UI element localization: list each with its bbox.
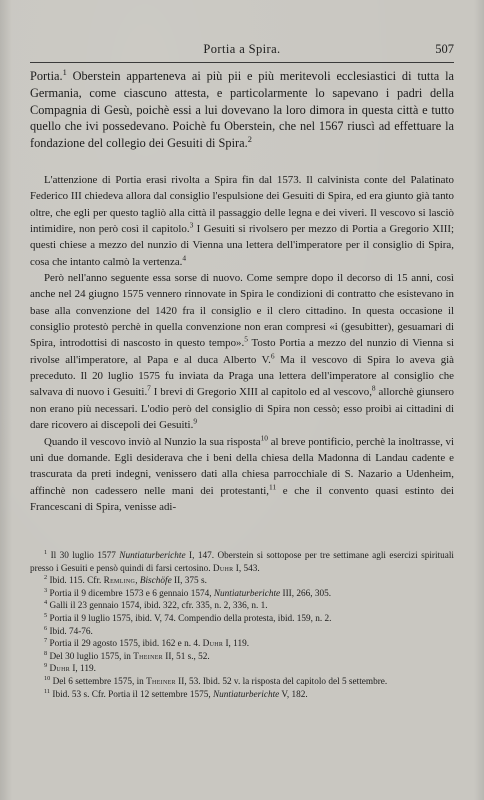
- paragraph-3-text-b: al breve pontificio, perchè la inoltrasse, vi unì due domande. Egli desiderava che i beni della chiesa della Madonna di Landau cadente e trascurata da preti indegni, venissero dati alla chiesa parrocchiale di S. Nazario a Udenheim, affinchè non cadessero nelle mani dei protestanti,: [30, 435, 454, 497]
- footnotes: [30, 550, 454, 701]
- page-number: 507: [435, 42, 454, 56]
- footnote-text: Remling: [103, 576, 136, 587]
- footnote-ref-1: 1: [62, 67, 67, 77]
- footnote-4: [30, 600, 454, 613]
- footnote-ref-7: 7: [147, 383, 151, 393]
- paragraph-1-text-b: I Gesuiti si rivolsero per mezzo di Portia a Gregorio XIII; questi chiese a mezzo del nunzio di Vienna una lettera dell'imperatore per il consiglio di Spira, cosa che intanto calmò la vertenza.: [30, 223, 454, 268]
- footnote-ref-3: 3: [189, 220, 194, 230]
- running-header: [30, 42, 454, 58]
- footnote-1: [30, 550, 454, 575]
- footnote-ref-9: 9: [193, 416, 198, 426]
- paragraph-2: [30, 270, 454, 433]
- footnote-text: II, 53. Ibid. 52 v. la risposta del capitolo del 5 settembre.: [175, 676, 388, 687]
- footnote-text: Nuntiaturberichte: [213, 588, 281, 599]
- footnote-ref-4: 4: [182, 253, 187, 263]
- footnote-ref-11: 11: [269, 481, 277, 491]
- footnote-text: Galli il 23 gennaio 1574, ibid. 322, cfr. 335, n. 2, 336, n. 1.: [47, 601, 268, 612]
- footnote-number: 7: [44, 637, 48, 645]
- footnote-text: II, 51 s., 52.: [162, 651, 210, 662]
- footnote-text: ,: [135, 576, 140, 587]
- footnote-number: 5: [44, 611, 48, 619]
- footnote-text: I, 119.: [70, 664, 96, 675]
- paragraph-2-text-e: allorchè giunsero non erano più necessari. L'odio però del consiglio di Spira non cessò; esso proibì ai cittadini di dare ricovero ai discepoli dei Gesuiti.: [30, 386, 455, 432]
- body-text: [30, 172, 454, 515]
- paragraph-1: [30, 172, 454, 270]
- footnote-text: Portia il 9 luglio 1575, ibid. V, 74. Compendio della protesta, ibid. 159, n. 2.: [47, 613, 332, 624]
- footnote-text: Ibid. 74-76.: [47, 626, 93, 637]
- footnote-text: Del 6 settembre 1575, in: [50, 676, 147, 687]
- footnote-text: I, 147. Oberstein si sottopose per tre settimane agli esercizi spirituali presso i Gesuiti e pensò quindi di farsi certosino.: [30, 551, 454, 574]
- footnote-number: 9: [44, 662, 48, 670]
- footnote-ref-5: 5: [244, 334, 248, 344]
- lead-text-2: Oberstein apparteneva ai più pii e più meritevoli ecclesiastici di tutta la Germania, come ciascuno attesta, e particolarmente lo sapevano i padri della Compagnia di Gesù, poichè essi a lui dovevano la loro dimora in questa città e tutto quello che ivi possedevano. Poichè fu Oberstein, che nel 1567 riuscì ad effettuare la fondazione del collegio dei Gesuiti di Spira.: [30, 69, 454, 151]
- paragraph-2-text-d: I brevi di Gregorio XIII al capitolo ed al vescovo,: [150, 386, 372, 399]
- footnote-11: [30, 689, 454, 702]
- footnote-text: I, 543.: [233, 563, 260, 574]
- footnote-text: Portia il 9 dicembre 1573 e 6 gennaio 1574,: [47, 588, 214, 599]
- footnote-9: [30, 663, 454, 676]
- footnote-5: [30, 613, 454, 626]
- footnote-number: 11: [44, 687, 51, 695]
- footnote-text: Bischöfe: [139, 576, 172, 587]
- running-title: Portia a Spira.: [203, 42, 281, 56]
- footnote-text: Ibid. 53 s. Cfr. Portia il 12 settembre 1575,: [50, 689, 213, 700]
- footnote-6: [30, 626, 454, 639]
- footnote-number: 1: [44, 548, 48, 556]
- footnote-ref-8: 8: [371, 383, 376, 393]
- footnote-number: 2: [44, 574, 48, 582]
- footnote-3: [30, 588, 454, 601]
- footnote-number: 6: [44, 624, 48, 632]
- footnote-text: Theiner: [133, 651, 163, 662]
- footnote-text: Duhr: [202, 639, 224, 650]
- footnote-text: Il 30 luglio 1577: [47, 551, 120, 561]
- footnote-text: Portia il 29 agosto 1575, ibid. 162 e n. 4.: [47, 639, 203, 650]
- footnote-text: III, 266, 305.: [280, 588, 332, 599]
- footnote-10: [30, 676, 454, 689]
- footnote-2: [30, 575, 454, 588]
- footnote-text: Ibid. 115. Cfr.: [47, 576, 104, 587]
- footnote-number: 4: [44, 599, 48, 607]
- footnote-ref-10: 10: [260, 432, 268, 442]
- paragraph-2-text-a: Però nell'anno seguente essa sorse di nuovo. Come sempre dopo il decorso di 15 anni, così anche nel 24 giugno 1575 vennero rinnovate in Spira le condizioni di contratto che esistevano in base alla convenzione del 1420 fra il consiglio e il clero cittadino. In questa occasione il consiglio protestò perchè in quella convenzione non eran compresi «i (gesubitter), gesuamari di Spira, introdottisi di nascosto in questo tempo».: [30, 272, 454, 350]
- footnote-number: 3: [44, 586, 48, 594]
- paragraph-3-text-a: Quando il vescovo inviò al Nunzio la sua risposta: [44, 435, 261, 448]
- paragraph-3-text-c: e che il convento quasi estinto dei Francescani di Spira, venisse adi-: [30, 484, 454, 513]
- footnote-text: Del 30 luglio 1575, in: [47, 651, 134, 662]
- paragraph-2-text-b: Tosto Portia a mezzo del nunzio di Vienna si rivolse all'imperatore, al Papa e al duca Alberto V.: [30, 337, 454, 366]
- footnote-text: V, 182.: [279, 689, 308, 700]
- header-rule: [30, 62, 454, 63]
- footnote-text: Duhr: [49, 664, 71, 675]
- lead-text-1: Portia.: [30, 69, 63, 83]
- footnote-text: I, 119.: [223, 639, 250, 650]
- footnote-ref-2: 2: [247, 135, 252, 145]
- footnote-number: 8: [44, 649, 48, 657]
- footnote-7: [30, 638, 454, 651]
- footnote-text: Nuntiaturberichte: [212, 689, 280, 700]
- footnote-number: 10: [44, 674, 51, 682]
- footnote-text: Theiner: [146, 676, 176, 687]
- footnote-text: Nuntiaturberichte: [119, 551, 186, 561]
- paragraph-1-text-a: L'attenzione di Portia erasi rivolta a Spira fin dal 1573. Il calvinista conte del Palatinato Federico III chiedeva allora dal consiglio l'espulsione dei Gesuiti di Spira, ed era giunto già tanto oltre, che egli per questo tagliò alla città il passaggio delle legna e dei viveri. Il vescovo si lasciò intimidire, non però così il capitolo.: [30, 174, 454, 236]
- footnote-ref-6: 6: [270, 351, 275, 361]
- footnote-text: Duhr: [212, 563, 234, 574]
- lead-paragraph: [30, 68, 454, 152]
- footnote-text: II, 375 s.: [171, 576, 207, 587]
- footnote-8: [30, 651, 454, 664]
- paragraph-2-text-c: Ma il vescovo di Spira lo aveva già preceduto. Il 20 luglio 1575 fu inviata da Praga una lettera dell'imperatore al consiglio che salvava di nuovo i Gesuiti.: [30, 353, 454, 399]
- paragraph-3: [30, 434, 454, 516]
